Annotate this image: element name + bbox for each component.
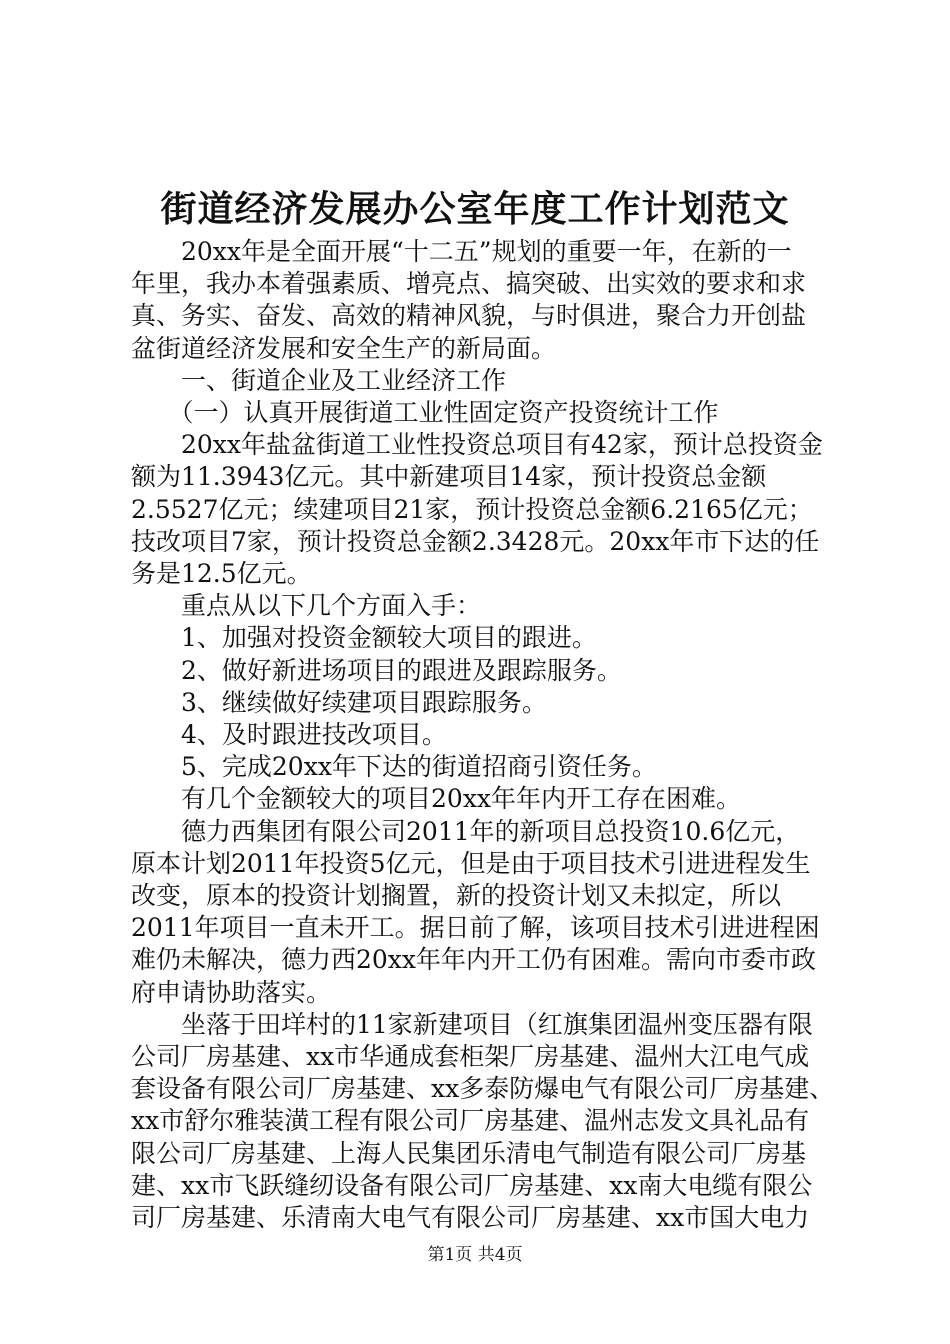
text-line: 2.5527亿元；续建项目21家，预计投资总金额6.2165亿元； — [131, 494, 813, 524]
text-line: 建、xx市飞跃缝纫设备有限公司厂房基建、xx南大电缆有限公 — [131, 1170, 813, 1200]
text-line: 20xx年盐盆街道工业性投资总项目有42家，预计总投资金 — [131, 430, 823, 460]
text-line: 技改项目7家，预计投资总金额2.3428元。20xx年市下达的任 — [131, 526, 820, 556]
text-line: 重点从以下几个方面入手： — [131, 591, 482, 621]
text-line: 限公司厂房基建、上海人民集团乐清电气制造有限公司厂房基 — [131, 1138, 807, 1168]
text-line: 改变，原本的投资计划搁置，新的投资计划又未拟定，所以 — [131, 881, 782, 911]
text-line: 年里，我办本着强素质、增亮点、搞突破、出实效的要求和求 — [131, 269, 807, 299]
text-line: 府申请协助落实。 — [131, 977, 332, 1007]
text-line: 盆街道经济发展和安全生产的新局面。 — [131, 333, 557, 363]
list-item: 1、加强对投资金额较大项目的跟进。 — [131, 623, 597, 653]
text-line: 额为11.3943亿元。其中新建项目14家，预计投资总金额 — [131, 462, 767, 492]
list-item: 4、及时跟进技改项目。 — [131, 720, 447, 750]
list-item: 2、做好新进场项目的跟进及跟踪服务。 — [131, 655, 622, 685]
section-heading: 一、街道企业及工业经济工作 — [131, 365, 507, 395]
document-title: 街道经济发展办公室年度工作计划范文 — [160, 188, 790, 230]
document-body — [131, 236, 835, 1234]
list-item: 3、继续做好续建项目跟踪服务。 — [131, 687, 547, 717]
list-item: 5、完成20xx年下达的街道招商引资任务。 — [131, 752, 657, 782]
text-line: 司厂房基建、乐清南大电气有限公司厂房基建、xx市国大电力 — [131, 1203, 810, 1233]
text-line: 20xx年是全面开展“十二五”规划的重要一年，在新的一 — [131, 237, 792, 266]
text-line: 坐落于田垟村的11家新建项目（红旗集团温州变压器有限 — [131, 1009, 813, 1039]
text-line: 难仍未解决，德力西20xx年年内开工仍有困难。需向市委市政 — [131, 945, 817, 975]
text-line: 公司厂房基建、xx市华通成套柜架厂房基建、温州大江电气成 — [131, 1042, 810, 1072]
text-line: 真、务实、奋发、高效的精神风貌，与时俱进，聚合力开创盐 — [131, 301, 807, 331]
text-line: 套设备有限公司厂房基建、xx多泰防爆电气有限公司厂房基建、 — [131, 1074, 835, 1104]
page-footer: 第1页 共4页 — [427, 1245, 523, 1265]
subsection-heading: （一）认真开展街道工业性固定资产投资统计工作 — [131, 398, 719, 428]
text-line: 务是12.5亿元。 — [131, 559, 312, 589]
text-line: 有几个金额较大的项目20xx年年内开工存在困难。 — [131, 784, 742, 814]
text-line: xx市舒尔雅装潢工程有限公司厂房基建、温州志发文具礼品有 — [131, 1106, 810, 1136]
text-line: 原本计划2011年投资5亿元，但是由于项目技术引进进程发生 — [131, 848, 811, 878]
text-line: 2011年项目一直未开工。据日前了解，该项目技术引进进程困 — [131, 913, 820, 943]
text-line: 德力西集团有限公司2011年的新项目总投资10.6亿元， — [131, 816, 801, 846]
